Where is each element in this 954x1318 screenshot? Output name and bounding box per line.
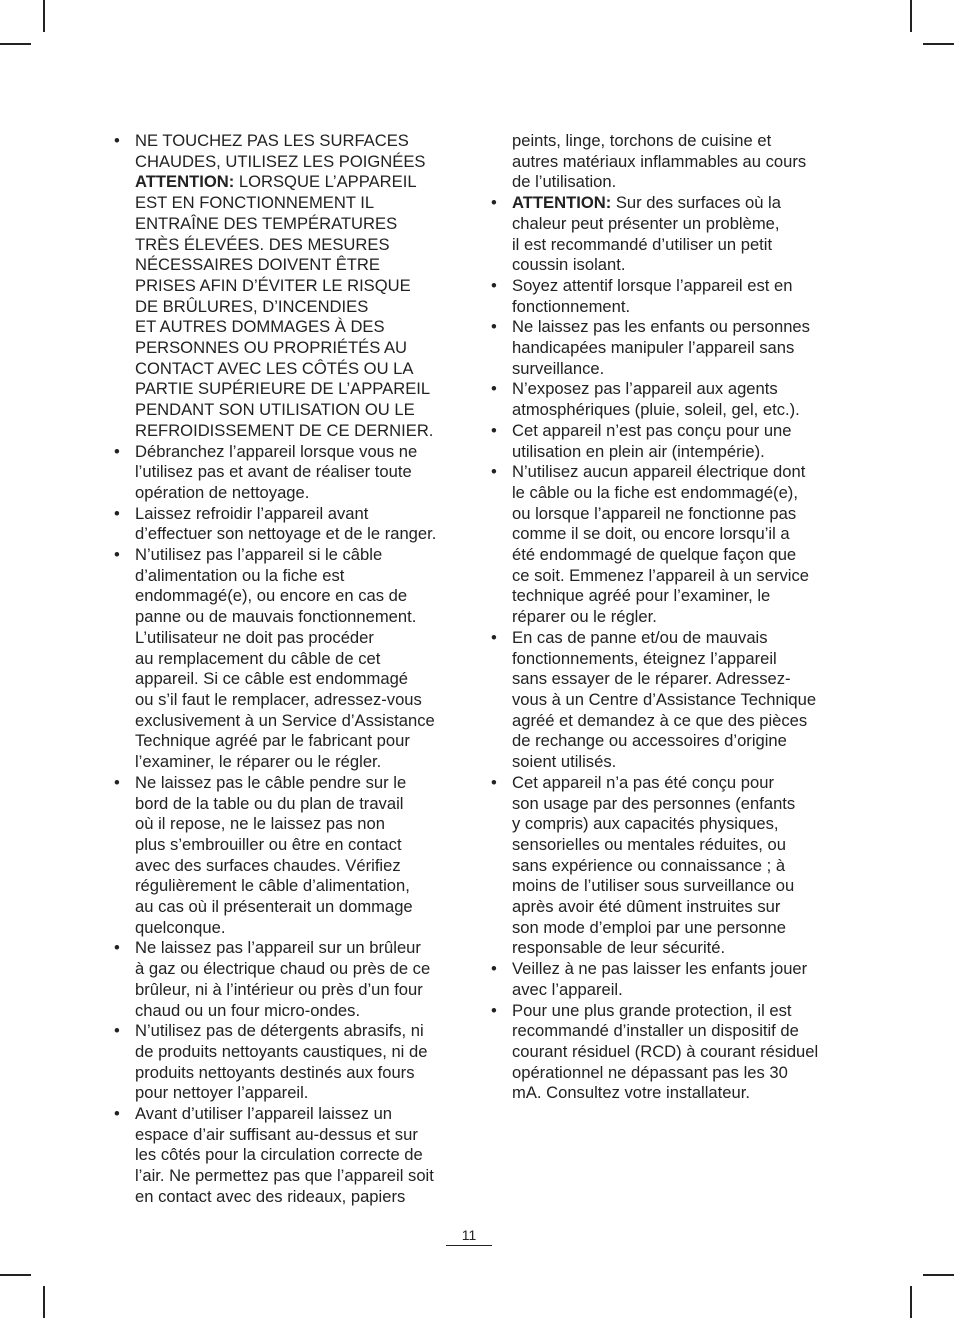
- bullet: •: [114, 1021, 120, 1041]
- item-text: Ne laissez pas le câble pendre sur le bord de la table ou du plan de travail où il repose, ne le laissez pas non plus s’embrouiller ou être en contact avec des surfaces chaudes. Vérifiez régulièrement le câble d’alimentation, au cas où il présenterait un dommage quelconque.: [135, 772, 413, 937]
- list-item: [491, 628, 827, 773]
- bullet: •: [491, 275, 497, 295]
- left-column: [114, 131, 448, 1208]
- item-text: Cet appareil n’a pas été conçu pour son usage par des personnes (enfants y compris) aux capacités physiques, sensorielles ou mentales réduites, ou sans expérience ou connaissance ; à moins de l’utiliser sous surveillance ou après avoir été dûment instruites sur son mode d’emploi par une personne responsable de leur sécurité.: [512, 772, 796, 958]
- crop-mark: [910, 0, 912, 32]
- page-number: 11: [446, 1226, 492, 1246]
- right-column: [491, 131, 827, 1104]
- crop-mark: [0, 1274, 31, 1276]
- item-text: Veillez à ne pas laisser les enfants jouer avec l’appareil.: [512, 959, 808, 999]
- list-item: [491, 1001, 827, 1105]
- bullet: •: [114, 131, 120, 150]
- crop-mark: [910, 1286, 912, 1318]
- item-text: N’utilisez pas l’appareil si le câble d’alimentation ou la fiche est endommagé(e), ou encore en cas de panne ou de mauvais fonctionnement. L’utilisateur ne doit pas procéder au remplacement du câble de cet appareil. Si ce câble est endommagé ou s’il faut le remplacer, adressez-vous exclusivement à un Service d’Assistance Technique agréé par le fabricant pour l’examiner, le réparer ou le régler.: [135, 545, 435, 772]
- crop-mark: [43, 1286, 45, 1318]
- bullet: •: [491, 772, 497, 792]
- bullet: •: [491, 420, 497, 440]
- list-item: [114, 545, 448, 773]
- item-text: NE TOUCHEZ PAS LES SURFACES CHAUDES, UTILISEZ LES POIGNÉES: [135, 131, 426, 171]
- list-item: [491, 421, 827, 462]
- item-text: N’exposez pas l’appareil aux agents atmosphériques (pluie, soleil, gel, etc.).: [512, 379, 800, 420]
- item-text: Soyez attentif lorsque l’appareil est en fonctionnement.: [512, 275, 793, 316]
- bullet: •: [491, 379, 497, 399]
- list-item: [491, 379, 827, 420]
- list-item: [114, 938, 448, 1021]
- crop-mark: [0, 43, 31, 45]
- bullet: •: [114, 441, 120, 461]
- list-item: [491, 193, 827, 276]
- item-text: Avant d’utiliser l’appareil laissez un espace d’air suffisant au-dessus et sur les côtés pour la circulation correcte de l’air. Ne permettez pas que l’appareil soit en contact avec des rideaux, papiers: [135, 1104, 434, 1206]
- item-text: Ne laissez pas les enfants ou personnes handicapées manipuler l’appareil sans surveillance.: [512, 317, 810, 378]
- list-item: [491, 462, 827, 628]
- list-item: [114, 504, 448, 545]
- crop-mark: [43, 0, 45, 32]
- bullet: •: [491, 317, 497, 337]
- list-item: [491, 276, 827, 317]
- item-text: Ne laissez pas l’appareil sur un brûleur à gaz ou électrique chaud ou près de ce brûleur, ni à l’intérieur ou près d’un four chaud ou un four micro-ondes.: [135, 938, 431, 1020]
- bullet: •: [114, 545, 120, 565]
- list-item: [491, 773, 827, 959]
- list-item: [114, 1021, 448, 1104]
- bullet: •: [114, 938, 120, 958]
- crop-mark: [923, 43, 954, 45]
- item-text: Sur des surfaces où la chaleur peut présenter un problème, il est recommandé d’utiliser un petit coussin isolant.: [512, 193, 781, 275]
- bullet: •: [491, 462, 497, 482]
- item-text: LORSQUE L’APPAREIL EST EN FONCTIONNEMENT IL ENTRAÎNE DES TEMPÉRATURES TRÈS ÉLEVÉES. DES MESURES NÉCESSAIRES DOIVENT ÊTRE PRISES AFIN D’ÉVITER LE RISQUE DE BRÛLURES, D’INCENDIES ET AUTRES DOMMAGES À DES PERSONNES OU PROPRIÉTÉS AU CONTACT AVEC LES CÔTÉS OU LA PARTIE SUPÉRIEURE DE L’APPAREIL PENDANT SON UTILISATION OU LE REFROIDISSEMENT DE CE DERNIER.: [135, 172, 434, 440]
- item-text: N’utilisez aucun appareil électrique dont le câble ou la fiche est endommagé(e), ou lorsque l’appareil ne fonctionne pas comme il se doit, ou encore lorsqu’il a été endommagé de quelque façon que ce soit. Emmenez l’appareil à un service technique agréé pour l’examiner, le réparer ou le régler.: [512, 462, 809, 627]
- item-text: peints, linge, torchons de cuisine et autres matériaux inflammables au cours de l’utilisation.: [512, 131, 807, 192]
- item-text: Pour une plus grande protection, il est recommandé d’installer un dispositif de courant résiduel (RCD) à courant résiduel opérationnel ne dépassant pas les 30 mA. Consultez votre installateur.: [512, 1000, 819, 1103]
- item-text: N’utilisez pas de détergents abrasifs, ni de produits nettoyants caustiques, ni de produits nettoyants destinés aux fours pour nettoyer l’appareil.: [135, 1021, 428, 1103]
- item-text: Cet appareil n’est pas conçu pour une utilisation en plein air (intempérie).: [512, 420, 792, 461]
- bullet: •: [114, 1104, 120, 1124]
- list-item: [114, 442, 448, 504]
- item-text: Débranchez l’appareil lorsque vous ne l’utilisez pas et avant de réaliser toute opération de nettoyage.: [135, 441, 418, 502]
- item-text: En cas de panne et/ou de mauvais fonctionnements, éteignez l’appareil sans essayer de le réparer. Adressez- vous à un Centre d’Assistance Technique agréé et demandez à ce que des pièces de rechange ou accessoires d’origine soient utilisés.: [512, 627, 817, 772]
- list-item: [491, 317, 827, 379]
- item-text: Laissez refroidir l’appareil avant d’effectuer son nettoyage et de le ranger.: [135, 503, 437, 544]
- bullet: •: [114, 772, 120, 792]
- list-item-continued: [491, 131, 827, 193]
- crop-mark: [923, 1274, 954, 1276]
- list-item: [114, 1104, 448, 1208]
- bullet: •: [491, 1000, 497, 1020]
- list-item: [491, 959, 827, 1000]
- item-strong: ATTENTION:: [512, 193, 612, 213]
- bullet: •: [491, 959, 497, 979]
- bullet: •: [114, 503, 120, 523]
- item-strong: ATTENTION:: [135, 172, 235, 192]
- bullet: •: [491, 627, 497, 647]
- list-item: [114, 131, 448, 442]
- bullet: •: [491, 193, 497, 213]
- list-item: [114, 773, 448, 939]
